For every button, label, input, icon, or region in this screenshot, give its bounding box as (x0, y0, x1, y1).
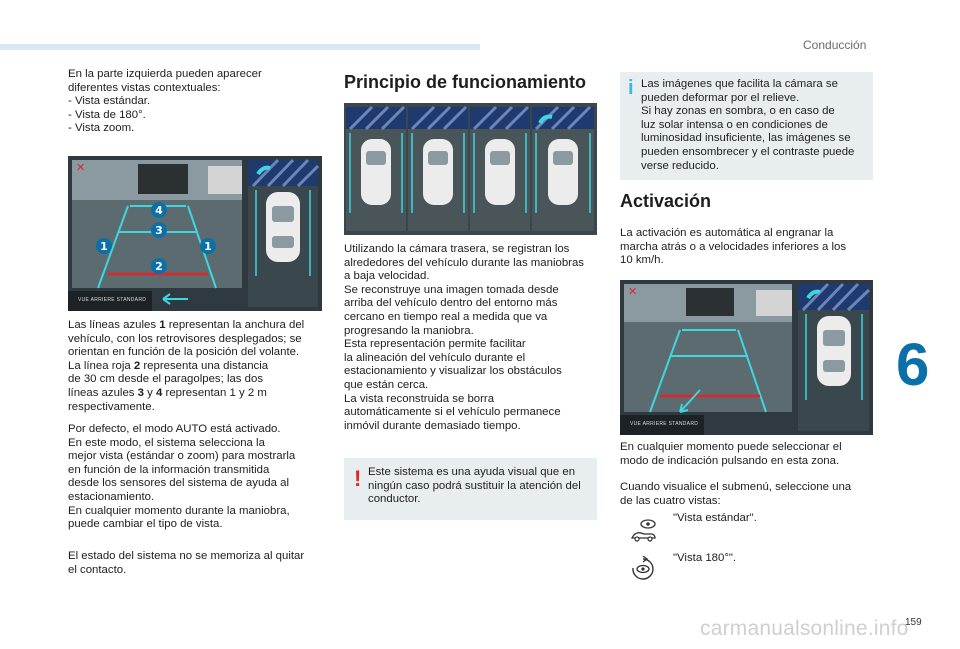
auto-mode-text: Por defecto, el modo AUTO está activado. En este modo, el sistema selecciona la mejor vista (estándar o zoom) para mostrarla en función de la información transmitida desde los sensores del sistema de ayuda al estacionamiento. En cualquier momento durante la maniobra, puede cambiar el tipo de vista. (68, 423, 296, 531)
view-option-180: "Vista 180°". (673, 552, 737, 564)
footer-watermark: carmanualsonline.info (700, 617, 909, 640)
view-180-icon (628, 556, 658, 584)
info-text: Las imágenes que facilita la cámara se pueden deformar por el relieve. Si hay zonas en sombra, o en caso de luz solar intensa o en condiciones de luminosidad insuficiente, las imágenes se pueden ensombrecer y el contraste puede verse reducido. (641, 78, 855, 172)
svg-text:1: 1 (100, 240, 108, 253)
page-number: 159 (905, 617, 922, 628)
info-icon: i (628, 77, 634, 99)
svg-text:✕: ✕ (76, 161, 86, 174)
svg-text:3: 3 (155, 224, 163, 237)
intro-text: En la parte izquierda pueden aparecer diferentes vistas contextuales: - Vista estándar. - Vista de 180°. - Vista zoom. (68, 68, 262, 135)
camera-screen-standard (68, 156, 322, 311)
camera-screen-selection (620, 280, 873, 435)
header-bar (0, 44, 480, 50)
callout-2 (151, 258, 167, 274)
camera-view-label: VUE ARRIERE STANDARD (630, 421, 699, 427)
svg-text:4: 4 (155, 204, 163, 217)
principle-body: Utilizando la cámara trasera, se registran los alrededores del vehículo durante las maniobras a baja velocidad. Se reconstruye una imagen tomada desde arriba del vehículo dentro del entorno más cercano en tiempo real a medida que va progresando la maniobra. Esta representación permite facilitar la alineación del vehículo durante el estacionamiento y visualizar los obstáculos que están cerca. La vista reconstruida se borra automáticamente si el vehículo permanece inmóvil durante demasiado tiempo. (344, 243, 584, 432)
chapter-number: 6 (896, 331, 930, 398)
memory-text: El estado del sistema no se memoriza al quitar el contacto. (68, 550, 305, 576)
activation-title: Activación (620, 191, 712, 211)
camera-view-label: VUE ARRIERE STANDARD (78, 297, 147, 303)
warning-box (344, 458, 597, 520)
select-mode-text: En cualquier momento puede seleccionar el modo de indicación pulsando en esta zona. (620, 441, 842, 467)
callout-3 (151, 222, 167, 238)
svg-text:2: 2 (155, 260, 163, 273)
warning-text: Este sistema es una ayuda visual que en ningún caso podrá sustituir la atención del conductor. (368, 466, 581, 506)
top-view-sequence (344, 103, 597, 235)
callout-4 (151, 202, 167, 218)
guide-lines-text: Las líneas azules 1 representan la anchura del vehículo, con los retrovisores desplegados; se orientan en función de la posición del volante. La línea roja 2 representa una distancia de 30 cm desde el paragolpes; las dos líneas azules 3 y 4 representan 1 y 2 m respectivamente. (68, 319, 305, 413)
info-box (620, 72, 873, 180)
view-option-standard: "Vista estándar". (673, 512, 757, 524)
callout-1-right (200, 238, 216, 254)
section-title: Conducción (803, 38, 867, 52)
submenu-text: Cuando visualice el submenú, seleccione una de las cuatro vistas: (620, 481, 852, 507)
principle-title: Principio de funcionamiento (344, 72, 587, 92)
activation-text: La activación es automática al engranar la marcha atrás o a velocidades inferiores a los 10 km/h. (620, 227, 847, 267)
callout-1-left (96, 238, 112, 254)
warning-icon: ! (354, 466, 362, 491)
svg-text:✕: ✕ (628, 285, 638, 298)
standard-view-icon (628, 516, 658, 544)
svg-text:1: 1 (204, 240, 212, 253)
